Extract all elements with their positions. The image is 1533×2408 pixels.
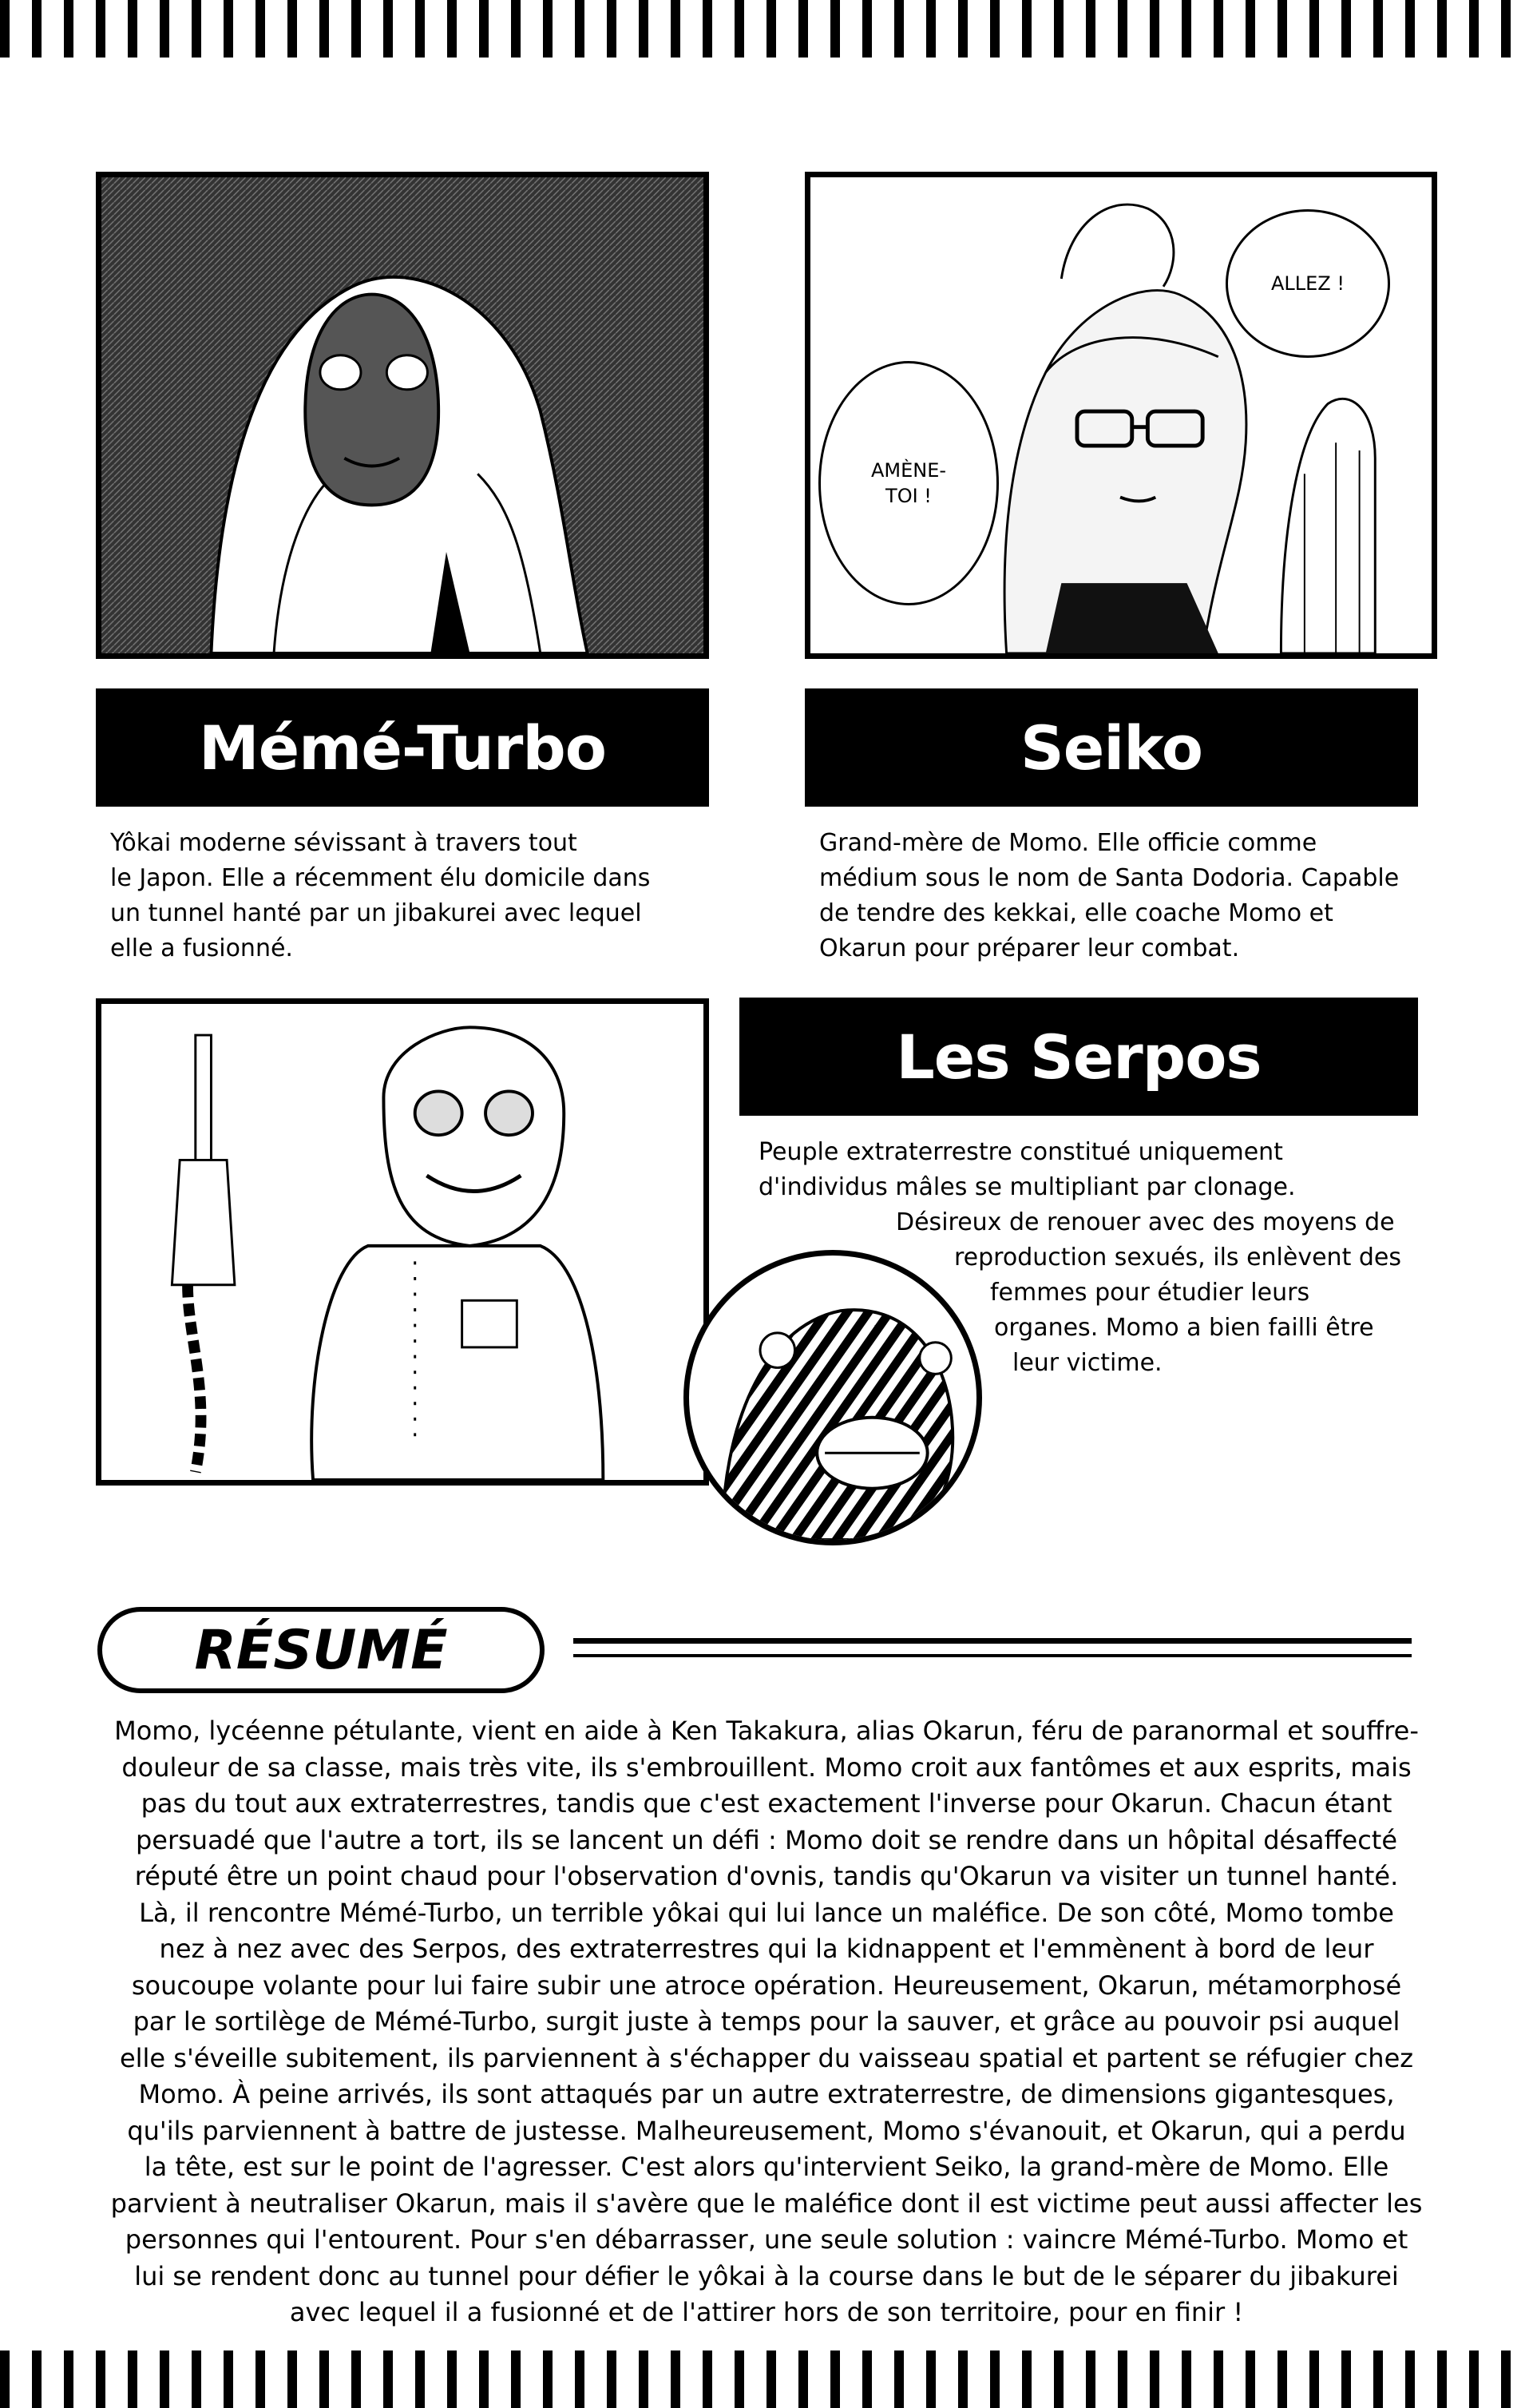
resume-heading: RÉSUMÉ <box>97 1607 545 1693</box>
serpos-name-bar <box>739 998 1418 1116</box>
seiko-description: Grand-mère de Momo. Elle officie comme médium sous le nom de Santa Dodoria. Capable de tendre des kekkai, elle coache Momo et Okarun pour préparer leur combat. <box>819 829 1400 962</box>
speech-bubble-allez: ALLEZ ! <box>1226 209 1390 358</box>
heading-rule-top <box>573 1638 1412 1644</box>
serpos-description: Peuple extraterrestre constitué uniquement d'individus mâles se multipliant par clonage. Désireux de renouer avec des moyens de reproduction sexués, ils enlèvent des femmes pour étudier leurs organes. Momo a bien failli être leur victime. <box>759 1138 1401 1377</box>
meme-turbo-name: Mémé-Turbo <box>199 712 606 783</box>
meme-turbo-illustration <box>96 172 709 659</box>
bottom-stripe-border <box>0 2350 1533 2408</box>
serpos-name: Les Serpos <box>896 1021 1262 1093</box>
seiko-illustration <box>805 172 1437 659</box>
speech-bubble-amene-toi: AMÈNE- TOI ! <box>818 361 999 605</box>
serpos-illustration <box>96 998 709 1486</box>
meme-turbo-name-bar <box>96 688 709 807</box>
top-stripe-border <box>0 0 1533 58</box>
serpos-circle-inset <box>683 1250 982 1545</box>
resume-text: Momo, lycéenne pétulante, vient en aide à Ken Takakura, alias Okarun, féru de paranormal et souffre- douleur de sa classe, mais très vite, ils s'embrouillent. Momo croit aux fantômes et aux esprits, mais pas du tout aux extraterrestres, tandis que c'est exactement l'inverse pour Okarun. Chacun étant persuadé que l'autre a tort, ils se lancent un défi : Momo doit se rendre dans un hôpital désaffecté réputé être un point chaud pour l'observation d'ovnis, tandis qu'Okarun va visiter un tunnel hanté. Là, il rencontre Mémé-Turbo, un terrible yôkai qui lui lance un maléfice. De son côté, Momo tombe nez à nez avec des Serpos, des extraterrestres qui la kidnappent et l'emmènent à bord de leur soucoupe volante pour lui faire subir une atroce opération. Heureusement, Okarun, métamorphosé par le sortilège de Mémé-Turbo, surgit juste à temps pour la sauver, et grâce au pouvoir psi auquel elle s'éveille subitement, ils parviennent à s'échapper du vaisseau spatial et partent se réfugier chez Momo. À peine arrivés, ils sont attaqués par un autre extraterrestre, de dimensions gigantesques, qu'ils parviennent à battre de justesse. Malheureusement, Momo s'évanouit, et Okarun, qui a perdu la tête, est sur le point de l'agresser. C'est alors qu'intervient Seiko, la grand-mère de Momo. Elle parvient à neutraliser Okarun, mais il s'avère que le maléfice dont il est victime peut aussi affecter les personnes qui l'entourent. Pour s'en débarrasser, une seule solution : vaincre Mémé-Turbo. Momo et lui se rendent donc au tunnel pour défier le yôkai à la course dans le but de le séparer du jibakurei avec lequel il a fusionné et de l'attirer hors de son territoire, pour en finir ! <box>110 1716 1423 2327</box>
seiko-name-bar <box>805 688 1418 807</box>
heading-rule-bottom <box>573 1654 1412 1657</box>
meme-turbo-description: Yôkai moderne sévissant à travers tout le Japon. Elle a récemment élu domicile dans un tunnel hanté par un jibakurei avec lequel elle a fusionné. <box>110 829 651 962</box>
seiko-name: Seiko <box>1020 712 1203 783</box>
